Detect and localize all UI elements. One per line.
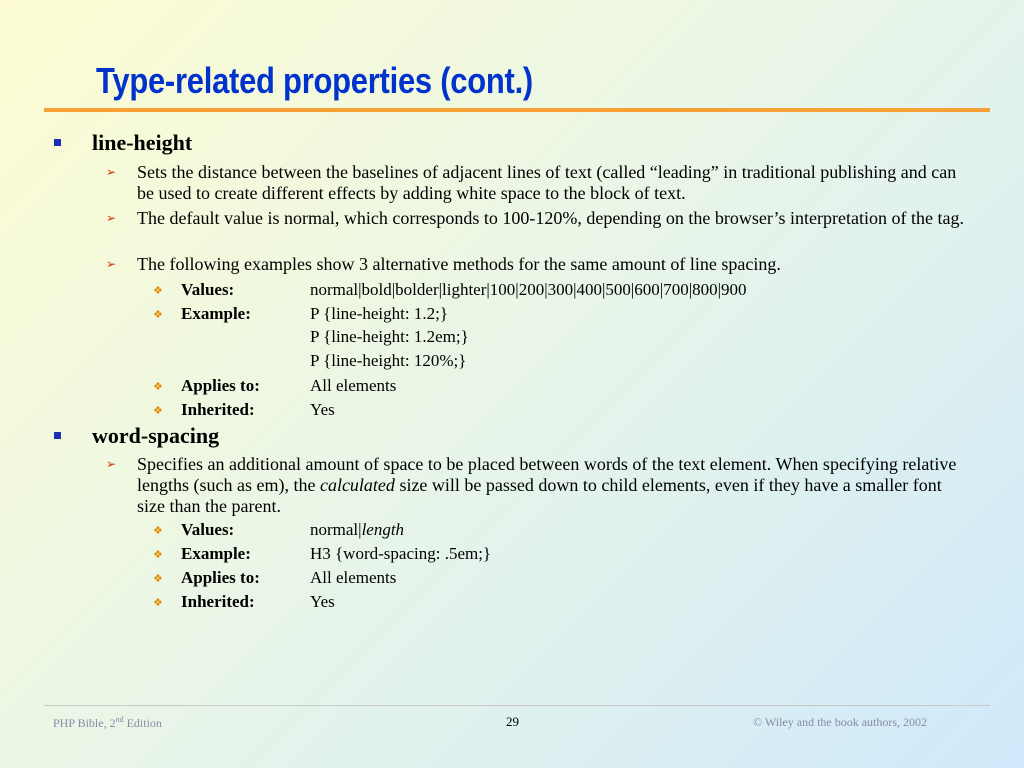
footer-book-title [53, 715, 162, 731]
item-text: The default value is normal, which corresponds to 100-120%, depending on the browser’s interpretation of the tag. [137, 208, 964, 228]
property-value: P {line-height: 1.2;} [310, 304, 448, 323]
item-text: The following examples show 3 alternative methods for the same amount of line spacing. [137, 254, 781, 274]
property-row-inherited [153, 399, 335, 420]
slide-title: Type-related properties (cont.) [96, 60, 533, 101]
footer-copyright: © Wiley and the book authors, 2002 [753, 715, 928, 729]
item-text-post: size will be passed down to child elements, even if they have a smaller font size than the parent. [137, 475, 942, 516]
property-row-example [153, 303, 448, 324]
title-divider [44, 108, 990, 112]
property-row-applies [153, 567, 397, 588]
property-label: Applies to: [181, 376, 260, 395]
arrow-bullet-icon: ➢ [106, 211, 117, 225]
property-value: All elements [310, 376, 397, 395]
list-item [106, 454, 967, 517]
property-row-applies [153, 375, 397, 396]
section-heading-line-height [92, 130, 192, 156]
diamond-bullet-icon: ❖ [153, 284, 163, 297]
arrow-bullet-icon: ➢ [106, 457, 117, 471]
property-value: All elements [310, 568, 397, 587]
value-length: length [361, 520, 405, 539]
footer-divider [44, 705, 990, 706]
property-label: Values: [181, 520, 235, 539]
diamond-bullet-icon: ❖ [153, 380, 163, 393]
footer-book-title-sup: nd [115, 715, 124, 724]
diamond-bullet-icon: ❖ [153, 572, 163, 585]
example-line: P {line-height: 1.2em;} [310, 327, 469, 346]
value-normal: normal| [310, 520, 362, 539]
list-item [106, 254, 967, 275]
example-line: P {line-height: 120%;} [310, 351, 467, 370]
heading-text: line-height [92, 130, 193, 155]
list-item [106, 162, 967, 204]
item-text-pre: Specifies an additional amount of space to be placed between words of the text element. When specifying relative lengths (such as em), the [137, 454, 957, 495]
diamond-bullet-icon: ❖ [153, 524, 163, 537]
page-number: 29 [506, 714, 519, 729]
heading-text: word-spacing [92, 423, 220, 448]
property-row-values [153, 519, 405, 540]
footer-book-title-edition: Edition [123, 716, 162, 730]
square-bullet-icon [54, 432, 61, 439]
diamond-bullet-icon: ❖ [153, 308, 163, 321]
item-text: Sets the distance between the baselines of adjacent lines of text (called “leading” in traditional publishing and can be used to create different effects by adding white space to the block of text. [137, 162, 957, 203]
property-value: normal|bold|bolder|lighter|100|200|300|400|500|600|700|800|900 [310, 280, 747, 299]
diamond-bullet-icon: ❖ [153, 404, 163, 417]
property-label: Values: [181, 280, 235, 299]
property-label: Inherited: [181, 592, 255, 611]
footer-book-title-text: PHP Bible, 2 [53, 716, 116, 730]
item-text-emphasis: calculated [319, 475, 395, 495]
square-bullet-icon [54, 139, 61, 146]
property-value [310, 519, 404, 540]
arrow-bullet-icon: ➢ [106, 257, 117, 271]
property-value: Yes [310, 592, 335, 611]
property-value: H3 {word-spacing: .5em;} [310, 544, 492, 563]
property-value: Yes [310, 400, 335, 419]
property-label: Inherited: [181, 400, 255, 419]
property-label: Example: [181, 544, 251, 563]
diamond-bullet-icon: ❖ [153, 548, 163, 561]
arrow-bullet-icon: ➢ [106, 165, 117, 179]
property-label: Applies to: [181, 568, 260, 587]
property-row-example [153, 543, 492, 564]
property-label: Example: [181, 304, 251, 323]
property-row-inherited [153, 591, 335, 612]
diamond-bullet-icon: ❖ [153, 596, 163, 609]
list-item [106, 208, 967, 229]
property-row-values [153, 279, 747, 300]
section-heading-word-spacing [92, 423, 219, 449]
